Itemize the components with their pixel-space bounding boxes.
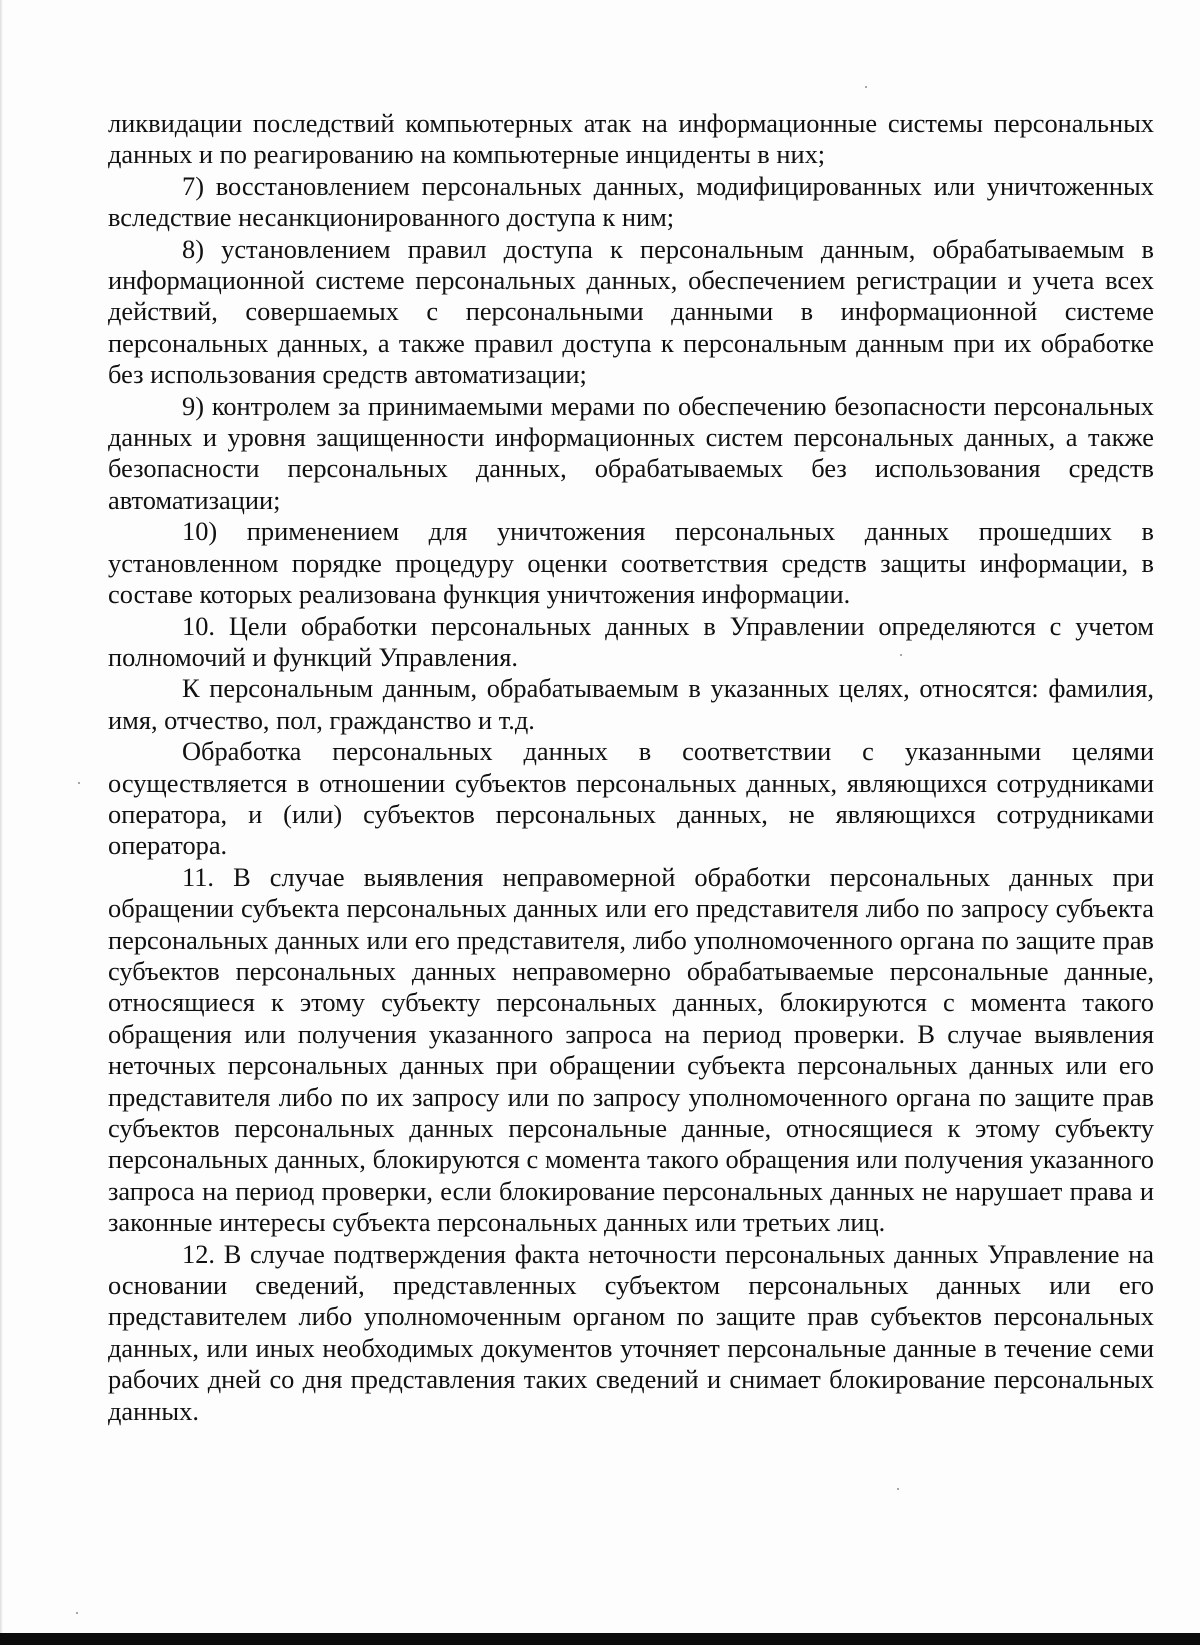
- paragraph-item-7: 7) восстановлением персональных данных, модифицированных или уничтоженных вследствие несанкционированного доступа к ним;: [108, 170, 1154, 233]
- paragraph-item-8: 8) установлением правил доступа к персональным данным, обрабатываемым в информационной системе персональных данных, обеспечением регистрации и учета всех действий, совершаемых с персональными данными в информационной системе персональных данных, а также правил доступа к персональным данным при их обработке без использования средств автоматизации;: [108, 233, 1154, 390]
- paragraph-section-10: 10. Цели обработки персональных данных в Управлении определяются с учетом полномочий и функций Управления.: [108, 610, 1154, 672]
- scan-speck: [76, 1612, 78, 1614]
- scan-speck: [78, 782, 80, 784]
- paragraph-item-10: 10) применением для уничтожения персональных данных прошедших в установленном порядке процедуру оценки соответствия средств защиты информации, в составе которых реализована функция уничтожения информации.: [108, 516, 1154, 610]
- paragraph-item-9: 9) контролем за принимаемыми мерами по обеспечению безопасности персональных данных и уровня защищенности информационных систем персональных данных, а также безопасности персональных данных, обрабатываемых без использования средств автоматизации;: [108, 390, 1154, 515]
- scan-left-edge: [0, 0, 3, 1645]
- scan-speck: [865, 86, 867, 88]
- paragraph-section-11: 11. В случае выявления неправомерной обработки персональных данных при обращении субъекта персональных данных или его представителя либо по запросу субъекта персональных данных или его представителя, либо уполномоченного органа по защите прав субъектов персональных данных неправомерно обрабатываемые персональные данные, относящиеся к этому субъекту персональных данных, блокируются с момента такого обращения или получения указанного запроса на период проверки. В случае выявления неточных персональных данных при обращении субъекта персональных данных или его представителя либо по их запросу или по запросу уполномоченного органа по защите прав субъектов персональных данных персональные данные, относящиеся к этому субъекту персональных данных, блокируются с момента такого обращения или получения указанного запроса на период проверки, если блокирование персональных данных не нарушает права и законные интересы субъекта персональных данных или третьих лиц.: [108, 861, 1154, 1238]
- scan-bottom-border: [0, 1633, 1200, 1645]
- paragraph-continuation: ликвидации последствий компьютерных атак на информационные системы персональных данных и по реагированию на компьютерные инциденты в них;: [108, 108, 1154, 170]
- document-body: [108, 108, 1154, 1427]
- paragraph-section-12: 12. В случае подтверждения факта неточности персональных данных Управление на основании сведений, представленных субъектом персональных данных или его представителем либо уполномоченным органом по защите прав субъектов персональных данных, или иных необходимых документов уточняет персональные данные в течение семи рабочих дней со дня представления таких сведений и снимает блокирование персональных данных.: [108, 1238, 1154, 1426]
- scan-speck: [897, 1488, 899, 1490]
- scan-speck: [900, 654, 902, 656]
- paragraph-processing-subjects: Обработка персональных данных в соответствии с указанными целями осуществляется в отношении субъектов персональных данных, являющихся сотрудниками оператора, и (или) субъектов персональных данных, не являющихся сотрудниками оператора.: [108, 736, 1154, 861]
- paragraph-personal-data-list: К персональным данным, обрабатываемым в указанных целях, относятся: фамилия, имя, отчество, пол, гражданство и т.д.: [108, 673, 1154, 735]
